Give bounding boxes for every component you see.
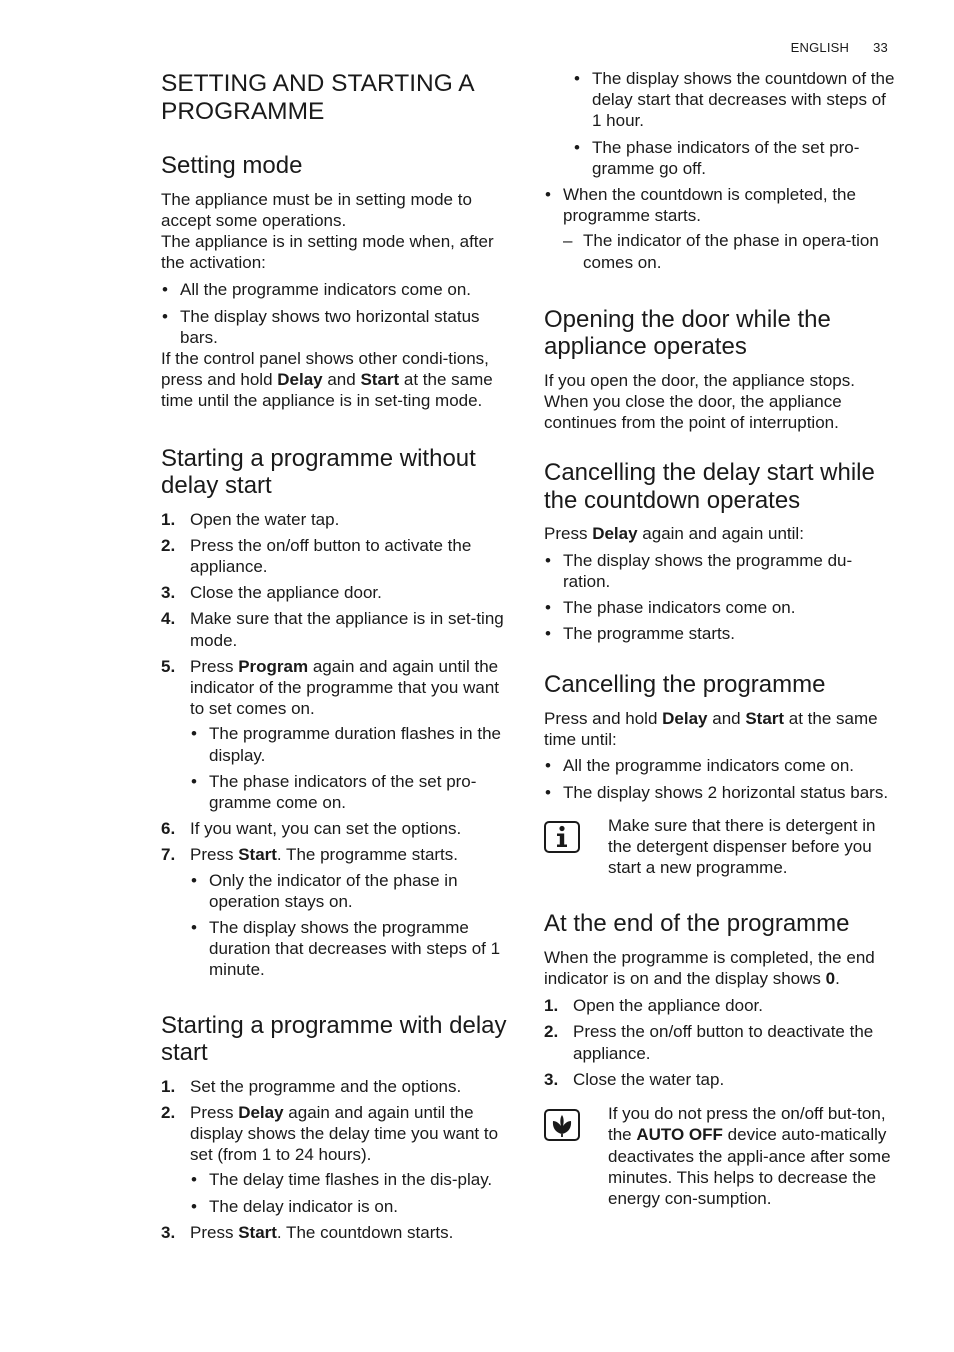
step-item (161, 582, 513, 603)
step-number: 1. (161, 509, 176, 529)
text-run: If you do not press the on/off but-ton, the (608, 1104, 886, 1145)
countdown-sub-list (544, 68, 896, 179)
auto-off-keyword: AUTO OFF (636, 1125, 723, 1145)
step-number: 2. (161, 1102, 176, 1122)
step-sub-list (190, 1169, 513, 1216)
step-item (161, 608, 513, 650)
list-item: • The display shows two horizontal status bars. (161, 306, 513, 348)
heading-start-without-delay: Starting a programme without delay start (161, 444, 476, 500)
step-number: 2. (544, 1022, 559, 1042)
step-number: 2. (161, 535, 176, 555)
end-steps (544, 995, 896, 1090)
dash-list (544, 230, 896, 272)
list-item: • All the programme indicators come on. (161, 279, 513, 300)
with-delay-steps (161, 1076, 513, 1243)
step-item (161, 656, 513, 813)
list-item: • All the programme indicators come on. (544, 755, 896, 776)
cancel-programme-list (544, 755, 896, 802)
step-item (161, 1222, 513, 1243)
heading-end-of-programme: At the end of the programme (544, 910, 850, 938)
info-notice (544, 815, 896, 879)
no-delay-steps (161, 509, 513, 981)
list-item: • The delay time flashes in the dis-play. (190, 1169, 513, 1190)
step-item (161, 535, 513, 577)
eco-note-text (608, 1103, 896, 1209)
step-text: Set the programme and the options. (190, 1076, 462, 1096)
end-paragraph (544, 947, 896, 989)
step-text: Open the appliance door. (573, 996, 763, 1016)
list-item: • The display shows the programme duration that decreases with steps of 1 minute. (190, 917, 513, 981)
step-item (544, 1021, 896, 1063)
list-item: • The programme duration flashes in the display. (190, 723, 513, 765)
start-keyword: Start (238, 1222, 277, 1242)
step-text: again and again until the display shows the delay time you want to set (from 1 to 24 hours). (190, 1102, 499, 1165)
step-text: Press the on/off button to deactivate the appliance. (573, 1022, 874, 1063)
step-text: If you want, you can set the options. (190, 819, 462, 839)
delay-keyword: Delay (662, 708, 708, 728)
right-column (544, 68, 896, 1209)
eco-notice (544, 1103, 896, 1209)
page-number: 33 (873, 40, 888, 55)
list-item: • The delay indicator is on. (190, 1196, 513, 1217)
step-text: Press (190, 1222, 239, 1242)
step-text: Press (190, 1102, 239, 1122)
step-text: Close the water tap. (573, 1069, 725, 1089)
leaf-eco-icon (544, 1109, 580, 1141)
language-label: ENGLISH (790, 40, 850, 55)
text-run: device auto-matically deactivates the appli-ance after some minutes. This helps to decrease the energy con-sumption. (608, 1125, 891, 1208)
step-number: 3. (161, 583, 176, 603)
setting-mode-list (161, 279, 513, 348)
list-item: • The display shows the programme du-ration. (544, 550, 896, 592)
step-text: Press the on/off button to activate the appliance. (190, 535, 472, 576)
list-item: • The display shows the countdown of the delay start that decreases with steps of 1 hour. (573, 68, 896, 132)
page-header (791, 40, 888, 55)
step-text: Open the water tap. (190, 509, 340, 529)
step-item (544, 1069, 896, 1090)
step-item (161, 818, 513, 839)
step-text: Close the appliance door. (190, 583, 382, 603)
setting-mode-paragraph-1: The appliance must be in setting mode to accept some operations. (161, 189, 472, 230)
setting-mode-paragraph-3 (161, 348, 513, 412)
step-item (161, 509, 513, 530)
step-text: Press (190, 656, 239, 676)
heading-cancel-delay: Cancelling the delay start while the countdown operates (544, 459, 875, 514)
start-keyword: Start (360, 370, 400, 390)
start-keyword: Start (238, 845, 277, 865)
step-text: Make sure that the appliance is in set-ting mode. (190, 609, 504, 650)
step-number: 4. (161, 609, 176, 629)
zero-display-value: 0 (825, 969, 836, 989)
step-number: 7. (161, 845, 176, 865)
list-item: • The phase indicators of the set pro-gramme come on. (190, 771, 513, 813)
text-run: again and again until: (637, 524, 804, 544)
list-item: • The display shows 2 horizontal status bars. (544, 782, 896, 803)
info-icon-glyph (546, 823, 578, 851)
heading-start-with-delay: Starting a programme with delay start (161, 1011, 507, 1067)
step-text: . The countdown starts. (276, 1222, 454, 1242)
setting-mode-paragraph-2: The appliance is in setting mode when, after the activation: (161, 231, 494, 273)
text-run: . (835, 969, 840, 989)
text-run: When the programme is completed, the end indicator is on and the display shows (544, 947, 875, 989)
text-run: If the control panel shows other condi-tions, press and hold (161, 348, 489, 390)
dash-marker: – (563, 231, 573, 251)
start-keyword: Start (745, 708, 785, 728)
info-icon (544, 821, 580, 853)
text-run: at the same time until: (544, 708, 878, 750)
text-run: Press and hold (544, 708, 663, 728)
step-sub-list (190, 723, 513, 813)
opening-door-paragraph: If you open the door, the appliance stops. When you close the door, the appliance continues from the point of interruption. (544, 370, 855, 433)
heading-opening-door: Opening the door while the appliance operates (544, 305, 831, 361)
step-item (544, 995, 896, 1016)
delay-keyword: Delay (592, 524, 638, 544)
cancel-programme-paragraph (544, 708, 896, 750)
delay-keyword: Delay (238, 1102, 284, 1122)
step-number: 6. (161, 819, 176, 839)
list-item: • The phase indicators of the set pro-gramme go off. (573, 137, 896, 179)
left-column (161, 66, 513, 1243)
list-item: • When the countdown is completed, the programme starts. (544, 184, 896, 226)
text-run: and (322, 370, 361, 390)
text-run: at the same time until the appliance is in set-ting mode. (161, 370, 493, 411)
leaf-eco-icon-glyph (546, 1111, 578, 1139)
step-number: 3. (161, 1222, 176, 1242)
heading-cancel-programme: Cancelling the programme (544, 671, 826, 699)
list-item (544, 230, 896, 272)
list-item-text: The indicator of the phase in opera-tion comes on. (583, 231, 879, 272)
text-run: Press (544, 524, 593, 544)
info-note-text: Make sure that there is detergent in the detergent dispenser before you start a new programme. (608, 815, 876, 878)
step-text: again and again until the indicator of the programme that you want to set comes on. (190, 656, 499, 719)
delay-keyword: Delay (277, 370, 323, 390)
step-number: 5. (161, 656, 176, 676)
cancel-delay-list (544, 550, 896, 645)
list-item: • Only the indicator of the phase in operation stays on. (190, 870, 513, 912)
step-number: 1. (161, 1076, 176, 1096)
step-sub-list (190, 870, 513, 981)
step-text: . The programme starts. (276, 845, 459, 865)
step-text: Press (190, 845, 239, 865)
program-keyword: Program (238, 656, 309, 676)
countdown-complete-list (544, 184, 896, 226)
list-item: • The phase indicators come on. (544, 597, 896, 618)
step-number: 3. (544, 1069, 559, 1089)
list-item: • The programme starts. (544, 623, 896, 644)
step-item (161, 1076, 513, 1097)
heading-setting-mode: Setting mode (161, 152, 303, 179)
page-title: SETTING AND STARTING A PROGRAMME (161, 70, 474, 125)
cancel-delay-paragraph (544, 523, 896, 544)
step-item (161, 1102, 513, 1217)
text-run: and (707, 708, 746, 728)
step-item (161, 844, 513, 980)
step-number: 1. (544, 996, 559, 1016)
